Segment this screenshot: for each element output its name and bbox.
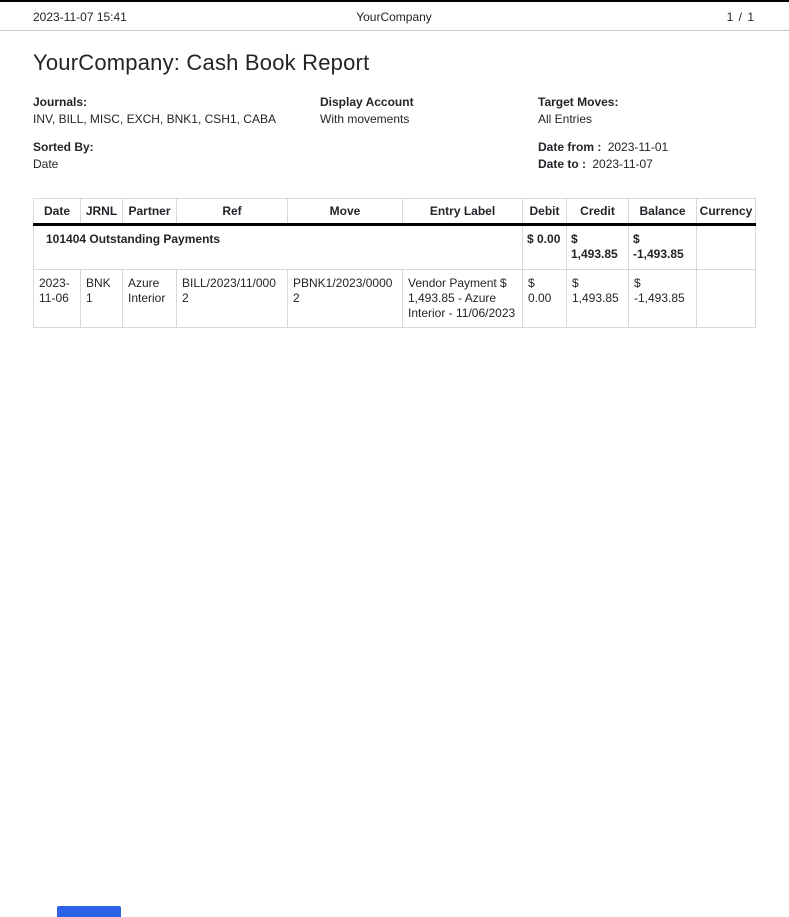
col-header-jrnl: JRNL [81,199,123,225]
cell-currency [697,270,756,328]
date-range-block [538,139,755,173]
date-from-line [538,139,755,156]
account-name: 101404 Outstanding Payments [34,225,523,270]
date-from-value: 2023-11-01 [607,140,669,154]
cell-debit: $ 0.00 [523,270,567,328]
date-to-line [538,156,755,173]
header-page-number: 1 / 1 [726,10,756,24]
account-balance-total: $ -1,493.85 [629,225,697,270]
report-filters [33,94,755,184]
col-header-currency: Currency [697,199,756,225]
table-header-row [34,199,756,225]
display-account-value: With movements [320,112,410,126]
cell-credit: $ 1,493.85 [567,270,629,328]
cell-jrnl: BNK1 [81,270,123,328]
header-company-name: YourCompany [356,10,432,24]
sorted-by-value: Date [33,157,59,171]
cell-entry-label: Vendor Payment $ 1,493.85 - Azure Interior - 11/06/2023 [403,270,523,328]
target-moves-block [538,94,755,128]
col-header-entry-label: Entry Label [403,199,523,225]
sorted-by-block [33,139,320,173]
cell-move: PBNK1/2023/00002 [288,270,403,328]
cell-ref: BILL/2023/11/0002 [177,270,288,328]
header-datetime: 2023-11-07 15:41 [33,10,127,24]
account-credit-total: $ 1,493.85 [567,225,629,270]
col-header-balance: Balance [629,199,697,225]
col-header-ref: Ref [177,199,288,225]
display-account-label: Display Account [320,95,414,109]
partially-visible-blue-button[interactable] [57,906,121,917]
cash-book-table [33,198,756,328]
journals-block [33,94,320,128]
journals-value: INV, BILL, MISC, EXCH, BNK1, CSH1, CABA [33,112,276,126]
date-from-label: Date from : [538,140,602,154]
date-to-label: Date to : [538,157,586,171]
table-row [34,270,756,328]
report-page-header [0,0,789,31]
account-debit-total: $ 0.00 [523,225,567,270]
filters-col-journals [33,94,320,184]
cell-date: 2023-11-06 [34,270,81,328]
date-to-value: 2023-11-07 [592,157,653,171]
target-moves-value: All Entries [538,112,593,126]
col-header-partner: Partner [123,199,177,225]
journals-label: Journals: [33,95,88,109]
display-account-block [320,94,538,128]
target-moves-label: Target Moves: [538,95,619,109]
col-header-credit: Credit [567,199,629,225]
cell-partner: Azure Interior [123,270,177,328]
filters-col-display-account [320,94,538,184]
col-header-date: Date [34,199,81,225]
report-title: YourCompany: Cash Book Report [33,50,370,75]
report-content [0,50,789,328]
sorted-by-label: Sorted By: [33,140,94,154]
filters-col-target-moves [538,94,755,184]
col-header-move: Move [288,199,403,225]
cell-balance: $ -1,493.85 [629,270,697,328]
account-currency-total [697,225,756,270]
col-header-debit: Debit [523,199,567,225]
account-summary-row [34,225,756,270]
